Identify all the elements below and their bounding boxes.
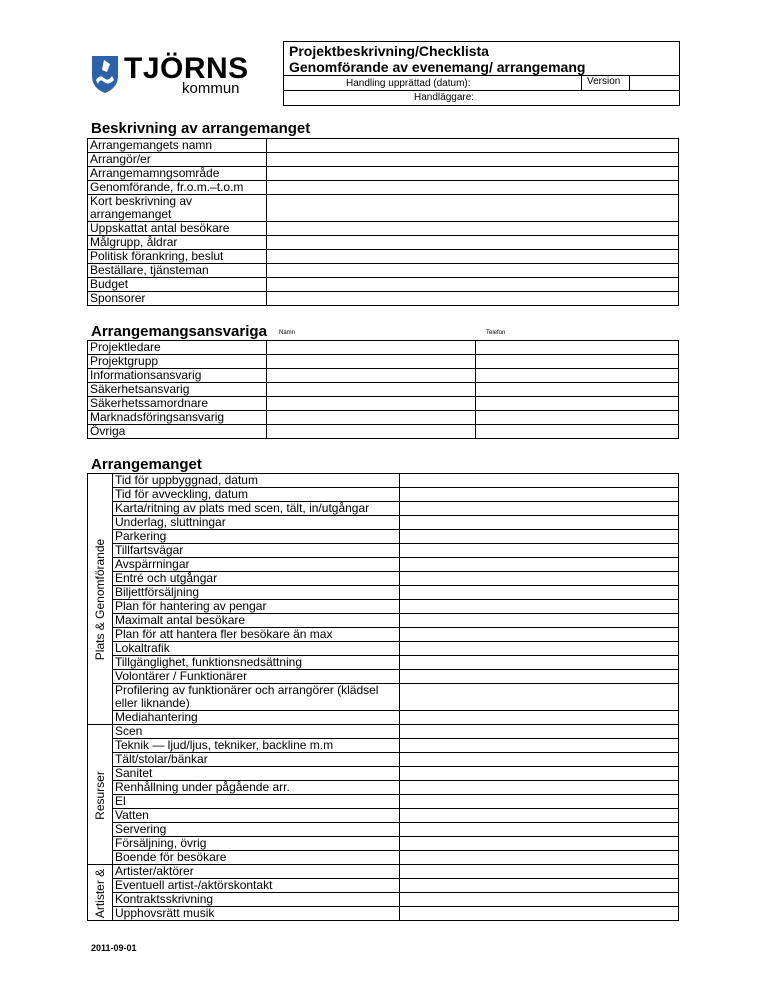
- row-label: Volontärer / Funktionärer: [113, 670, 400, 684]
- table-row: [88, 837, 679, 851]
- row-value-field[interactable]: [267, 167, 679, 181]
- row-label: Kort beskrivning av arrangemanget: [88, 195, 267, 222]
- arrangemanget-table: [87, 473, 679, 921]
- row-label: Marknadsföringsansvarig: [88, 411, 267, 425]
- ansvariga-table: [87, 340, 679, 439]
- row-value-field[interactable]: [400, 823, 679, 837]
- row-label: Säkerhetssamordnare: [88, 397, 267, 411]
- row-label: Teknik — ljud/ljus, tekniker, backline m.m: [113, 739, 400, 753]
- group-label-cell: [88, 865, 113, 921]
- row-value-field[interactable]: [400, 670, 679, 684]
- group-label: Plats & Genomförande: [93, 538, 108, 661]
- table-row: [88, 795, 679, 809]
- row-label: Upphovsrätt musik: [113, 907, 400, 921]
- telefon-field[interactable]: [476, 369, 679, 383]
- logo: [90, 52, 250, 100]
- row-value-field[interactable]: [400, 795, 679, 809]
- table-row: [88, 642, 679, 656]
- row-value-field[interactable]: [400, 851, 679, 865]
- row-value-field[interactable]: [400, 725, 679, 739]
- table-row: [88, 656, 679, 670]
- row-value-field[interactable]: [267, 181, 679, 195]
- row-label: Servering: [113, 823, 400, 837]
- row-value-field[interactable]: [400, 781, 679, 795]
- table-row: [88, 236, 679, 250]
- table-row: [88, 628, 679, 642]
- row-value-field[interactable]: [400, 739, 679, 753]
- table-row: [88, 670, 679, 684]
- row-label: Tillgänglighet, funktionsnedsättning: [113, 656, 400, 670]
- row-label: Boende för besökare: [113, 851, 400, 865]
- group-label: Resurser: [92, 770, 107, 820]
- namn-field[interactable]: [267, 383, 476, 397]
- table-row: [88, 474, 679, 488]
- table-row: [88, 292, 679, 306]
- table-row: [88, 558, 679, 572]
- table-row: [88, 851, 679, 865]
- row-value-field[interactable]: [400, 879, 679, 893]
- row-value-field[interactable]: [400, 767, 679, 781]
- namn-field[interactable]: [267, 369, 476, 383]
- row-value-field[interactable]: [400, 753, 679, 767]
- row-label: Underlag, sluttningar: [113, 516, 400, 530]
- table-row: [88, 341, 679, 355]
- row-label: Arrangemamngsområde: [88, 167, 267, 181]
- group-label-cell: [88, 474, 113, 725]
- telefon-field[interactable]: [476, 355, 679, 369]
- row-label: Budget: [88, 278, 267, 292]
- table-row: [88, 195, 679, 222]
- row-value-field[interactable]: [267, 278, 679, 292]
- table-row: [88, 153, 679, 167]
- row-label: Genomförande, fr.o.m.–t.o.m: [88, 181, 267, 195]
- table-row: [88, 809, 679, 823]
- telefon-field[interactable]: [476, 341, 679, 355]
- table-row: [88, 865, 679, 879]
- row-label: Övriga: [88, 425, 267, 439]
- row-label: Tid för uppbyggnad, datum: [113, 474, 400, 488]
- table-row: [88, 425, 679, 439]
- row-label: Artister/aktörer: [113, 865, 400, 879]
- row-value-field[interactable]: [400, 656, 679, 670]
- row-label: Sanitet: [113, 767, 400, 781]
- ansvariga-title: Arrangemangsansvariga: [91, 323, 267, 340]
- row-value-field[interactable]: [400, 837, 679, 851]
- table-row: [88, 383, 679, 397]
- table-row: [88, 753, 679, 767]
- row-value-field[interactable]: [267, 292, 679, 306]
- beskrivning-table: [87, 138, 679, 306]
- row-value-field[interactable]: [400, 516, 679, 530]
- header-box: [283, 41, 680, 106]
- row-value-field[interactable]: [400, 711, 679, 725]
- table-row: [88, 516, 679, 530]
- table-row: [88, 711, 679, 725]
- row-value-field[interactable]: [400, 474, 679, 488]
- table-row: [88, 544, 679, 558]
- row-label: Avspärrningar: [113, 558, 400, 572]
- table-row: [88, 879, 679, 893]
- table-row: [88, 488, 679, 502]
- table-row: [88, 355, 679, 369]
- row-label: Försäljning, övrig: [113, 837, 400, 851]
- row-value-field[interactable]: [400, 907, 679, 921]
- row-label: Kontraktsskrivning: [113, 893, 400, 907]
- row-label: Uppskattat antal besökare: [88, 222, 267, 236]
- row-label: Vatten: [113, 809, 400, 823]
- row-label: Parkering: [113, 530, 400, 544]
- arrangemanget-title: Arrangemanget: [91, 456, 202, 473]
- table-row: [88, 907, 679, 921]
- col-telefon-label: Telefon: [486, 330, 506, 336]
- row-value-field[interactable]: [267, 236, 679, 250]
- table-row: [88, 411, 679, 425]
- table-row: [88, 767, 679, 781]
- telefon-field[interactable]: [476, 411, 679, 425]
- table-row: [88, 893, 679, 907]
- namn-field[interactable]: [267, 425, 476, 439]
- row-label: Politisk förankring, beslut: [88, 250, 267, 264]
- row-label: Plan för att hantera fler besökare än max: [113, 628, 400, 642]
- table-row: [88, 739, 679, 753]
- row-value-field[interactable]: [400, 600, 679, 614]
- table-row: [88, 181, 679, 195]
- table-row: [88, 369, 679, 383]
- handlaggare-label: Handläggare:: [414, 92, 475, 103]
- row-value-field[interactable]: [400, 628, 679, 642]
- row-value-field[interactable]: [267, 139, 679, 153]
- table-row: [88, 264, 679, 278]
- footer-date: 2011-09-01: [91, 943, 137, 953]
- row-label: Tid för avveckling, datum: [113, 488, 400, 502]
- row-label: Projektgrupp: [88, 355, 267, 369]
- table-row: [88, 167, 679, 181]
- row-value-field[interactable]: [267, 264, 679, 278]
- row-value-field[interactable]: [400, 642, 679, 656]
- table-row: [88, 586, 679, 600]
- tjorn-coat-of-arms-icon: [90, 54, 120, 94]
- table-row: [88, 530, 679, 544]
- table-row: [88, 502, 679, 516]
- table-row: [88, 139, 679, 153]
- group-label: Artister &: [93, 868, 108, 918]
- row-label: Sponsorer: [88, 292, 267, 306]
- row-label: Målgrupp, åldrar: [88, 236, 267, 250]
- row-value-field[interactable]: [400, 544, 679, 558]
- row-value-field[interactable]: [400, 865, 679, 879]
- row-value-field[interactable]: [400, 572, 679, 586]
- namn-field[interactable]: [267, 355, 476, 369]
- row-value-field[interactable]: [400, 502, 679, 516]
- row-label: Informationsansvarig: [88, 369, 267, 383]
- col-namn-label: Namn: [279, 330, 296, 336]
- handling-label: Handling upprättad (datum):: [346, 78, 471, 89]
- logo-name: TJÖRNS: [124, 52, 249, 85]
- row-label: Karta/ritning av plats med scen, tält, in/utgångar: [113, 502, 400, 516]
- row-label: Profilering av funktionärer och arrangörer (klädsel eller liknande): [113, 684, 400, 711]
- row-value-field[interactable]: [400, 530, 679, 544]
- row-label: Tält/stolar/bänkar: [113, 753, 400, 767]
- row-value-field[interactable]: [400, 809, 679, 823]
- row-value-field[interactable]: [267, 250, 679, 264]
- table-row: [88, 572, 679, 586]
- row-label: Projektledare: [88, 341, 267, 355]
- row-label: Mediahantering: [113, 711, 400, 725]
- row-label: Plan för hantering av pengar: [113, 600, 400, 614]
- row-label: Tillfartsvägar: [113, 544, 400, 558]
- table-row: [88, 684, 679, 711]
- row-label: Scen: [113, 725, 400, 739]
- row-label: Maximalt antal besökare: [113, 614, 400, 628]
- row-label: Renhållning under pågående arr.: [113, 781, 400, 795]
- row-value-field[interactable]: [400, 558, 679, 572]
- telefon-field[interactable]: [476, 397, 679, 411]
- row-label: Arrangemangets namn: [88, 139, 267, 153]
- namn-field[interactable]: [267, 397, 476, 411]
- group-label-cell: [88, 725, 113, 865]
- row-value-field[interactable]: [400, 488, 679, 502]
- row-label: Biljettförsäljning: [113, 586, 400, 600]
- beskrivning-title: Beskrivning av arrangemanget: [91, 120, 311, 137]
- row-value-field[interactable]: [267, 222, 679, 236]
- version-label: Version: [587, 76, 621, 87]
- doc-title-1: Projektbeskrivning/Checklista: [289, 43, 489, 59]
- table-row: [88, 781, 679, 795]
- telefon-field[interactable]: [476, 425, 679, 439]
- row-label: Entré och utgångar: [113, 572, 400, 586]
- row-value-field[interactable]: [400, 684, 679, 711]
- logo-sub: kommun: [182, 80, 240, 97]
- doc-title-2: Genomförande av evenemang/ arrangemang: [289, 59, 586, 75]
- row-value-field[interactable]: [400, 614, 679, 628]
- row-label: Säkerhetsansvarig: [88, 383, 267, 397]
- row-label: Arrangör/er: [88, 153, 267, 167]
- row-value-field[interactable]: [267, 195, 679, 222]
- table-row: [88, 278, 679, 292]
- table-row: [88, 397, 679, 411]
- table-row: [88, 823, 679, 837]
- table-row: [88, 600, 679, 614]
- table-row: [88, 250, 679, 264]
- row-value-field[interactable]: [400, 586, 679, 600]
- telefon-field[interactable]: [476, 383, 679, 397]
- table-row: [88, 222, 679, 236]
- table-row: [88, 614, 679, 628]
- row-label: Eventuell artist-/aktörskontakt: [113, 879, 400, 893]
- namn-field[interactable]: [267, 341, 476, 355]
- row-value-field[interactable]: [267, 153, 679, 167]
- row-value-field[interactable]: [400, 893, 679, 907]
- table-row: [88, 725, 679, 739]
- row-label: El: [113, 795, 400, 809]
- namn-field[interactable]: [267, 411, 476, 425]
- row-label: Lokaltrafik: [113, 642, 400, 656]
- row-label: Beställare, tjänsteman: [88, 264, 267, 278]
